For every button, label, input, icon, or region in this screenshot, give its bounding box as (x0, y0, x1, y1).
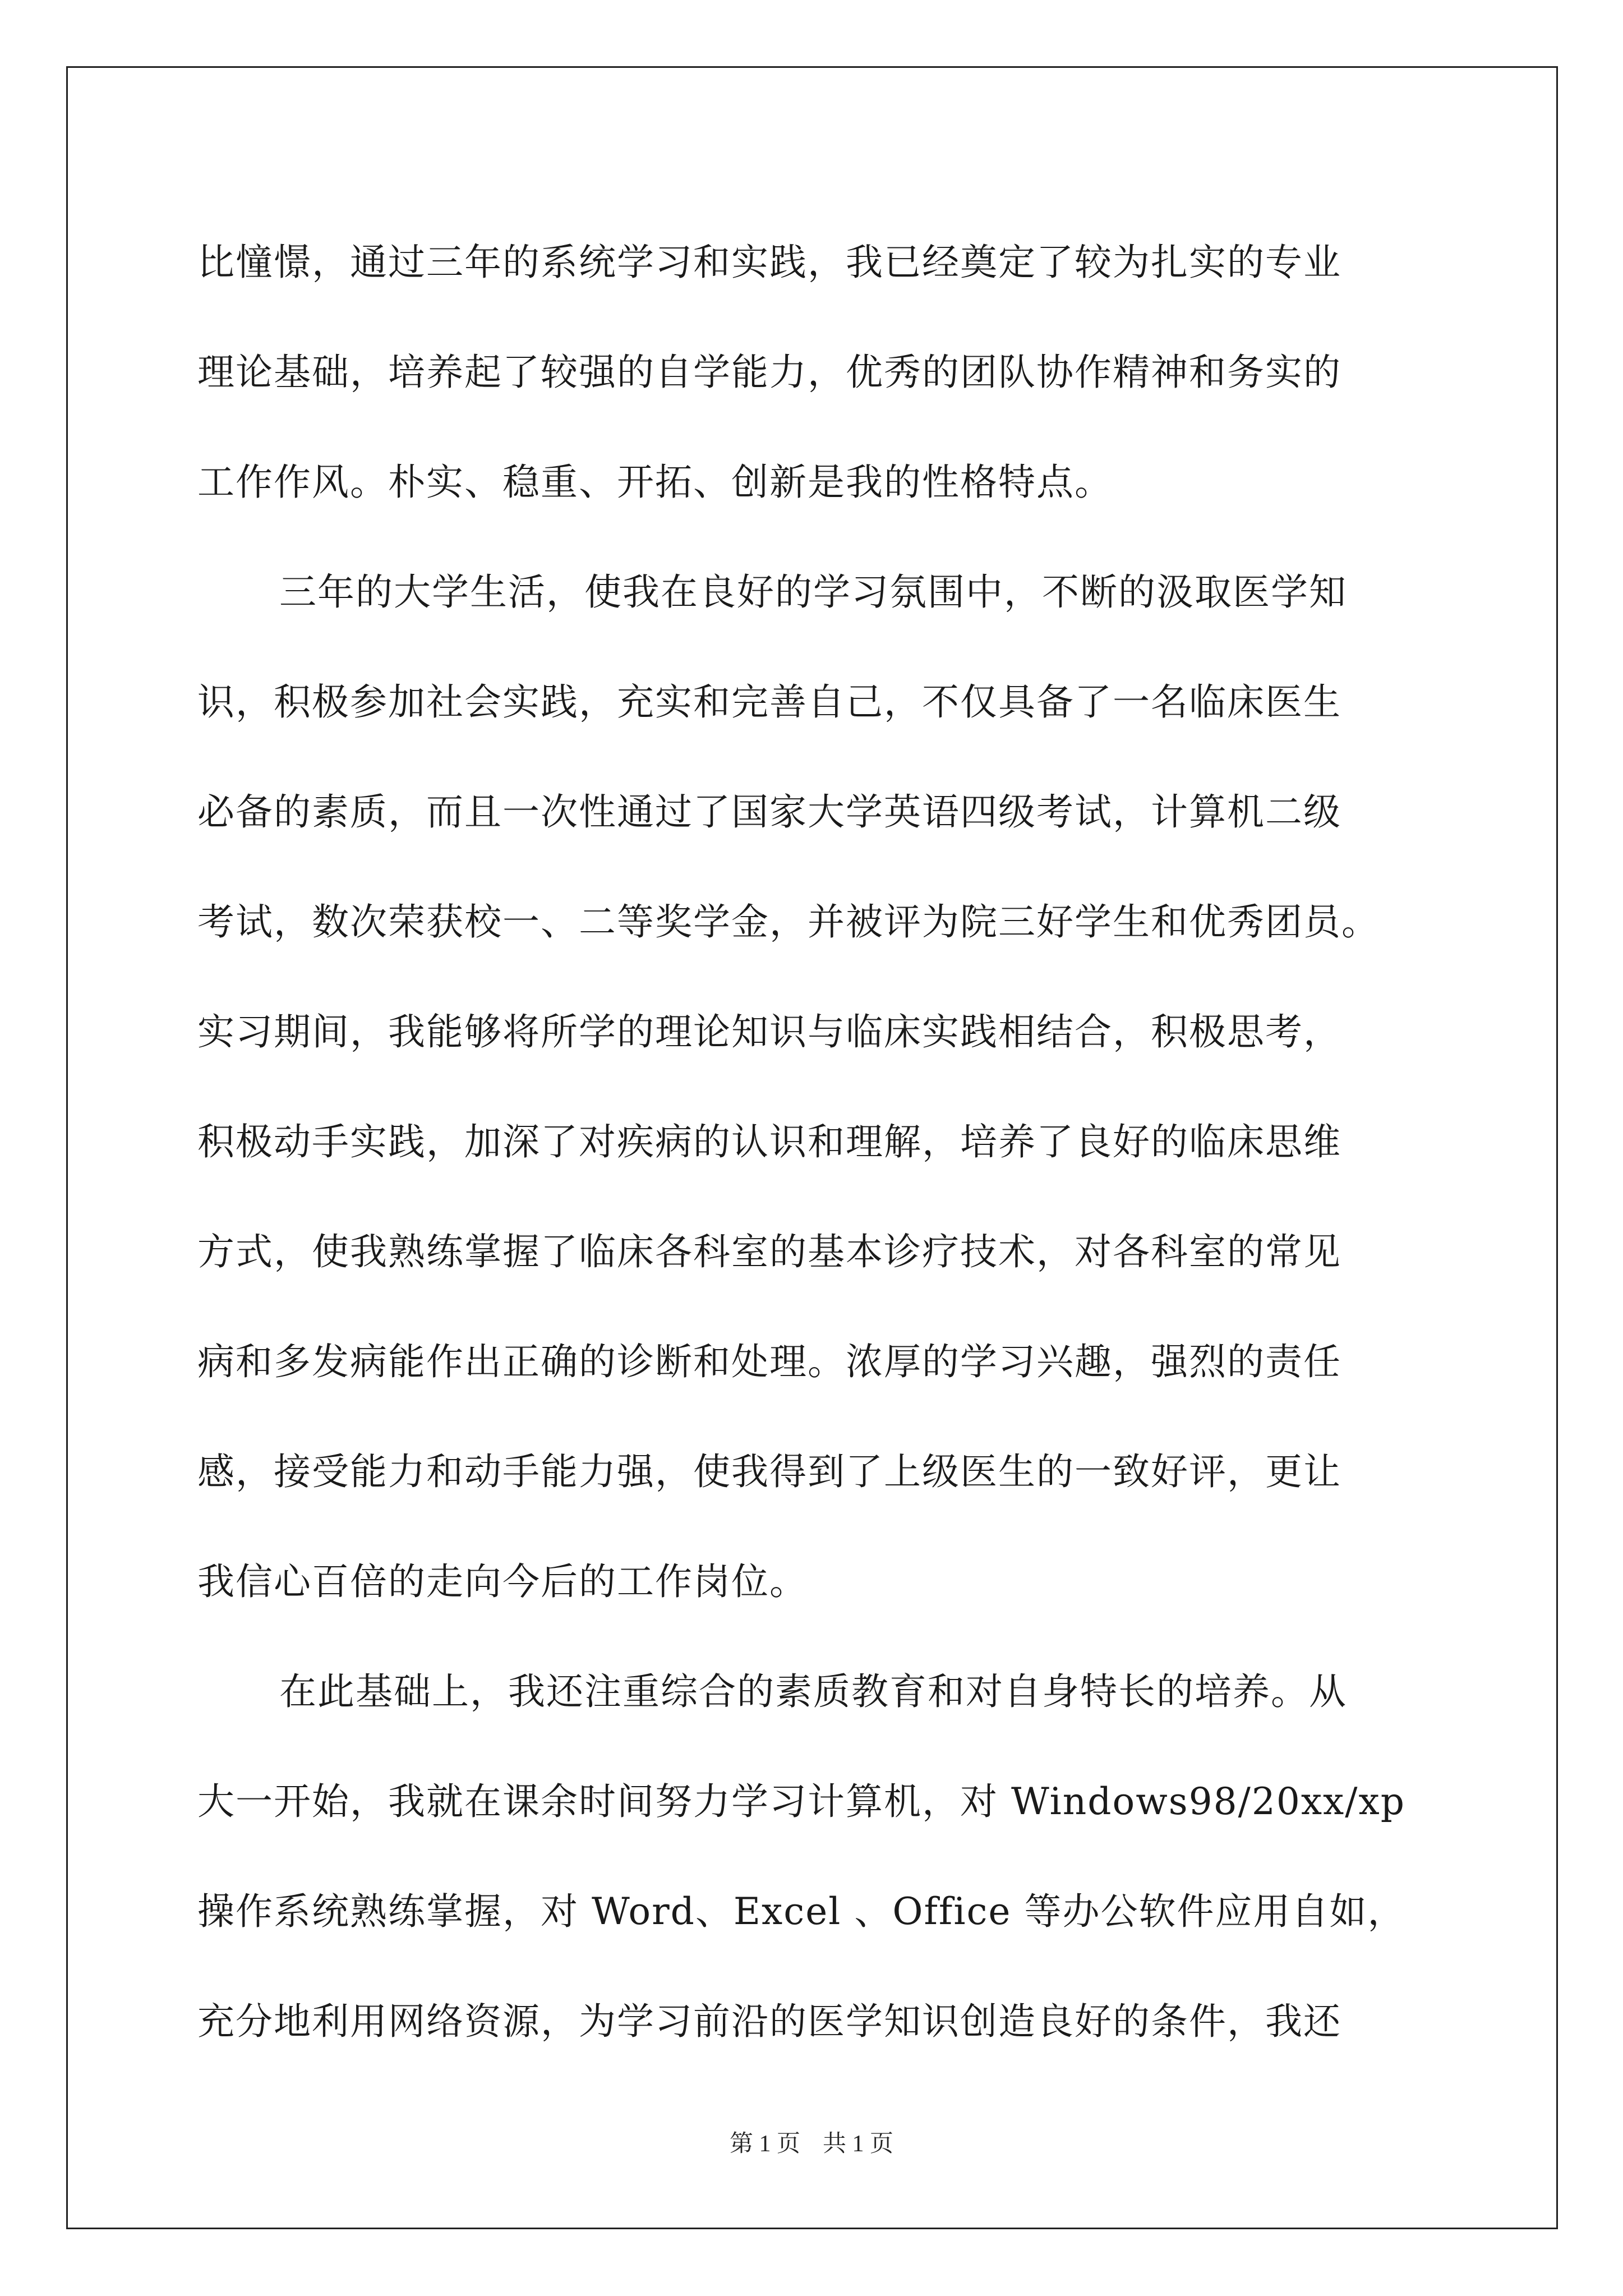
text-line: 三年的大学生活，使我在良好的学习氛围中，不断的汲取医学知 (279, 570, 1347, 614)
document-body (197, 208, 1431, 2077)
text-line: 比憧憬，通过三年的系统学习和实践，我已经奠定了较为扎实的专业 (197, 241, 1341, 284)
text-line: 操作系统熟练掌握，对 Word、Excel 、Office 等办公软件应用自如， (197, 1890, 1406, 1933)
text-line: 工作作风。朴实、稳重、开拓、创新是我的性格特点。 (197, 461, 1113, 504)
text-line: 病和多发病能作出正确的诊断和处理。浓厚的学习兴趣，强烈的责任 (197, 1340, 1341, 1383)
text-line: 感，接受能力和动手能力强，使我得到了上级医生的一致好评，更让 (197, 1450, 1341, 1493)
page-total: 共 1 页 (823, 2131, 894, 2157)
text-line: 我信心百倍的走向今后的工作岗位。 (197, 1560, 808, 1603)
page-number: 第 1 页 (729, 2131, 800, 2157)
text-line: 实习期间，我能够将所学的理论知识与临床实践相结合，积极思考， (197, 1010, 1341, 1053)
text-line: 识，积极参加社会实践，充实和完善自己，不仅具备了一名临床医生 (197, 680, 1341, 724)
page-footer (0, 2125, 1623, 2159)
text-line: 理论基础，培养起了较强的自学能力，优秀的团队协作精神和务实的 (197, 351, 1341, 394)
text-line: 积极动手实践，加深了对疾病的认识和理解，培养了良好的临床思维 (197, 1120, 1341, 1163)
text-line: 方式，使我熟练掌握了临床各科室的基本诊疗技术，对各科室的常见 (197, 1230, 1341, 1273)
text-line: 必备的素质，而且一次性通过了国家大学英语四级考试，计算机二级 (197, 790, 1341, 834)
text-line: 考试，数次荣获校一、二等奖学金，并被评为院三好学生和优秀团员。 (197, 900, 1380, 944)
text-line: 充分地利用网络资源，为学习前沿的医学知识创造良好的条件，我还 (197, 2000, 1341, 2043)
text-line: 大一开始，我就在课余时间努力学习计算机，对 Windows98/20xx/xp (197, 1780, 1405, 1823)
text-line: 在此基础上，我还注重综合的素质教育和对自身特长的培养。从 (279, 1670, 1347, 1713)
